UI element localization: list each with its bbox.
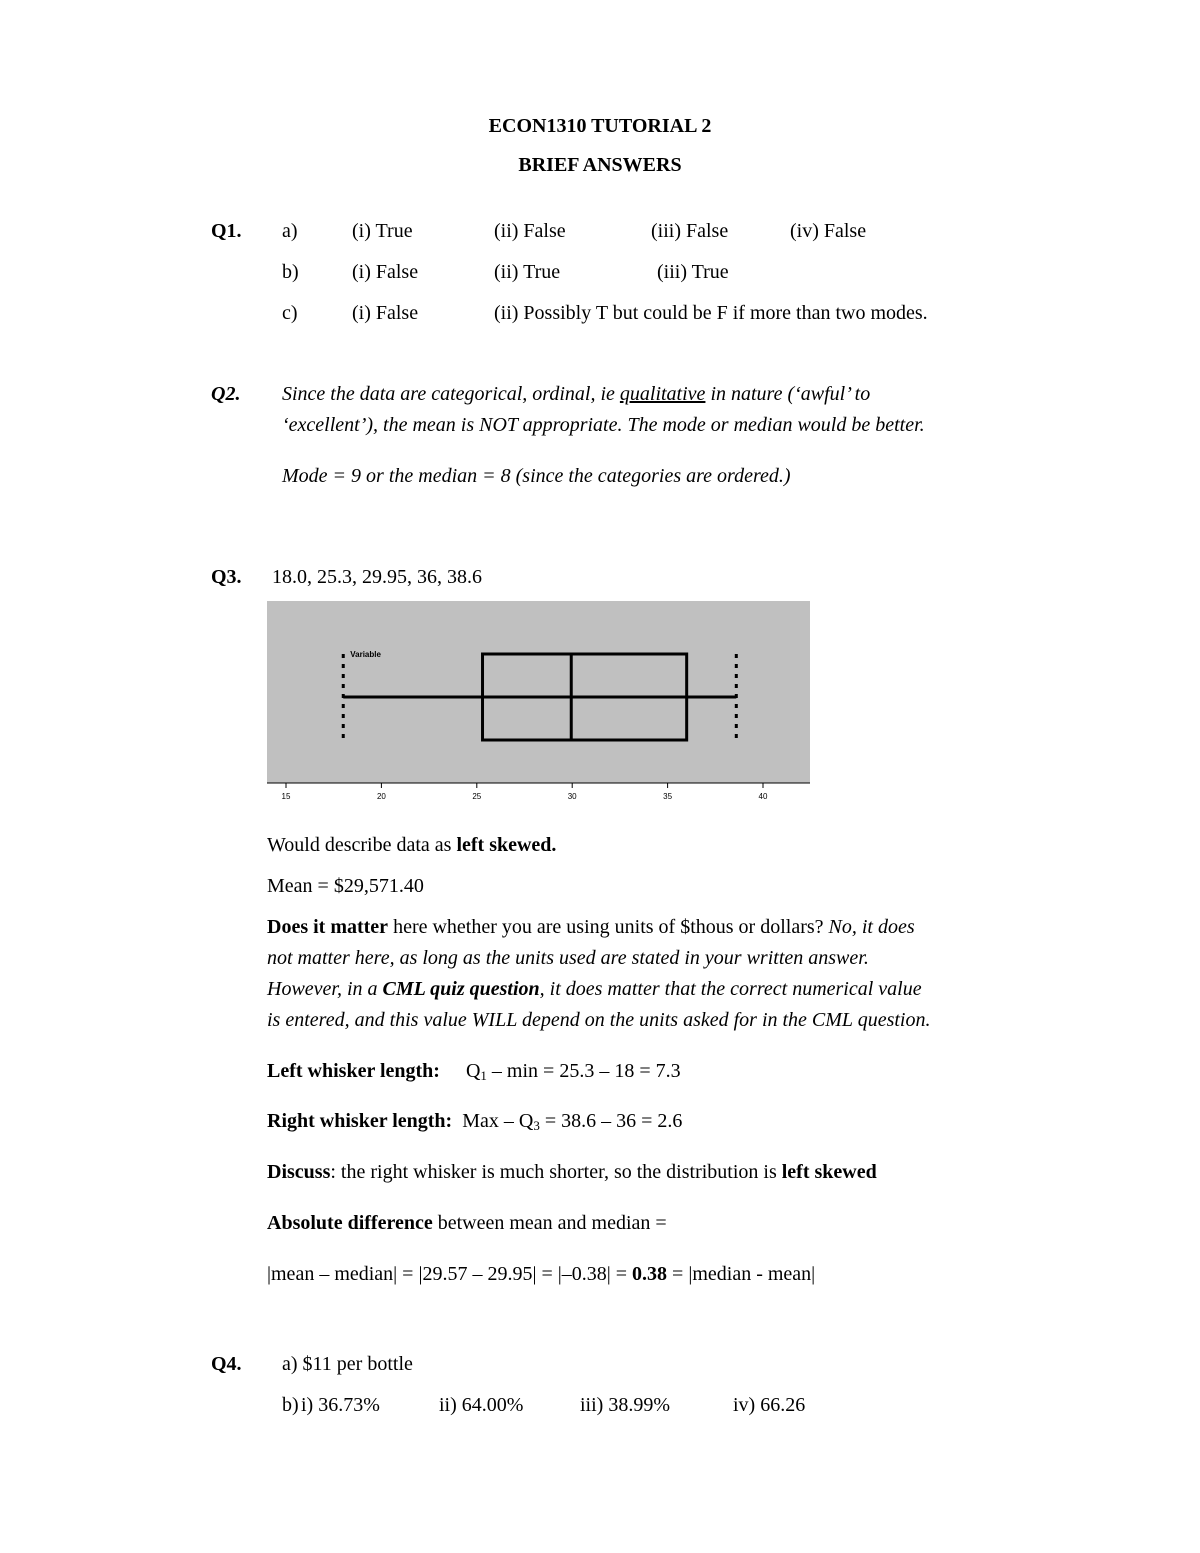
q3-left-whisker-q: Q [465,1060,481,1082]
q4-a: a) $11 per bottle [282,1353,413,1375]
q2-line-3: Mode = 9 or the median = 8 (since the categories are ordered.) [282,465,791,487]
document-subtitle: BRIEF ANSWERS [518,154,682,176]
q1-b-part: b) [282,261,299,283]
q3-units-line-1 [267,917,915,937]
q3-skew-text: Would describe data as [267,834,457,856]
q3-discuss-text: : the right whisker is much shorter, so the distribution is [330,1161,782,1183]
q4-b-i: i) 36.73% [301,1394,380,1416]
q2-qualitative: qualitative [619,383,706,405]
q1-a-iii: (iii) False [651,220,729,242]
q3-absdiff-text: between mean and median = [432,1212,667,1234]
q3-skew-description [267,835,556,855]
q3-discuss-end: left skewed [781,1161,877,1183]
q2-line-2: ‘excellent’), the mean is NOT appropriate. The mode or median would be better. [282,414,925,436]
boxplot-chart [267,601,811,807]
q1-a-iv: (iv) False [790,220,867,242]
q3-right-whisker-label: Right whisker length: [267,1110,453,1132]
q3-left-whisker [267,1061,681,1082]
q3-absdiff-calc-start: |mean – median| = |29.57 – 29.95| = |–0.38| = [267,1263,633,1285]
q2-label: Q2. [211,383,241,405]
q1-label: Q1. [211,220,242,242]
q1-c-i: (i) False [352,302,419,324]
plot-background [267,601,810,783]
q1-b-i: (i) False [352,261,419,283]
q1-b-iii: (iii) True [657,261,729,283]
q3-units-italic: No, it does [828,916,915,938]
q4-label: Q4. [211,1353,242,1375]
q3-right-whisker [267,1111,682,1132]
q3-absdiff-bold: Absolute difference [267,1212,433,1234]
x-tick-label: 20 [376,792,386,801]
q3-units-line-3-start: However, in a [267,978,383,1000]
q4-b-iii: iii) 38.99% [580,1394,670,1416]
x-tick-label: 25 [472,792,482,801]
q2-line-1 [282,384,870,404]
q3-label: Q3. [211,566,242,588]
q1-c-part: c) [282,302,298,324]
x-tick-label: 35 [663,792,673,801]
q4-b-ii: ii) 64.00% [439,1394,524,1416]
q3-discuss-bold: Discuss [267,1161,331,1183]
x-tick-label: 15 [281,792,291,801]
q1-a-part: a) [282,220,298,242]
q3-absdiff-result: 0.38 [632,1263,668,1285]
q3-skew-bold: left skewed. [456,834,557,856]
series-label: Variable [350,650,381,659]
q3-discuss [267,1162,877,1182]
x-tick-label: 30 [567,792,577,801]
document-title: ECON1310 TUTORIAL 2 [488,115,712,137]
q3-units-line-3 [267,979,922,999]
q3-units-text: here whether you are using units of $thous or dollars? [388,916,829,938]
q3-left-whisker-label: Left whisker length: [267,1060,440,1082]
q3-absolute-difference [267,1213,667,1233]
q3-units-bold: Does it matter [267,916,389,938]
q2-line-1-start: Since the data are categorical, ordinal, ie [282,383,620,405]
x-tick-label: 40 [758,792,768,801]
q1-a-ii: (ii) False [494,220,566,242]
q3-units-line-3-end: , it does matter that the correct numerical value [539,978,922,1000]
q3-absdiff-calc-end: = |median - mean| [667,1263,816,1285]
q1-a-i: (i) True [352,220,413,242]
q3-five-number-summary: 18.0, 25.3, 29.95, 36, 38.6 [272,566,482,588]
q4-b-label: b) [282,1394,299,1416]
q1-b-ii: (ii) True [494,261,561,283]
q3-right-whisker-calc: = 38.6 – 36 = 2.6 [539,1110,683,1132]
q3-units-line-2: not matter here, as long as the units used are stated in your written answer. [267,947,869,969]
q3-units-line-4: is entered, and this value WILL depend on the units asked for in the CML question. [267,1009,931,1031]
q3-mean: Mean = $29,571.40 [267,875,424,897]
q1-c-ii: (ii) Possibly T but could be F if more than two modes. [494,302,928,324]
q3-left-whisker-calc: – min = 25.3 – 18 = 7.3 [486,1060,681,1082]
q3-left-whisker-sub: 1 [480,1068,487,1083]
q3-right-whisker-sub: 3 [533,1118,540,1133]
q2-line-1-end: in nature (‘awful’ to [705,383,871,405]
q3-cml-quiz-question: CML quiz question [382,978,540,1000]
q4-b-iv: iv) 66.26 [733,1394,806,1416]
q3-right-whisker-pre: Max – Q [462,1110,534,1132]
q3-absdiff-calculation [267,1264,815,1284]
